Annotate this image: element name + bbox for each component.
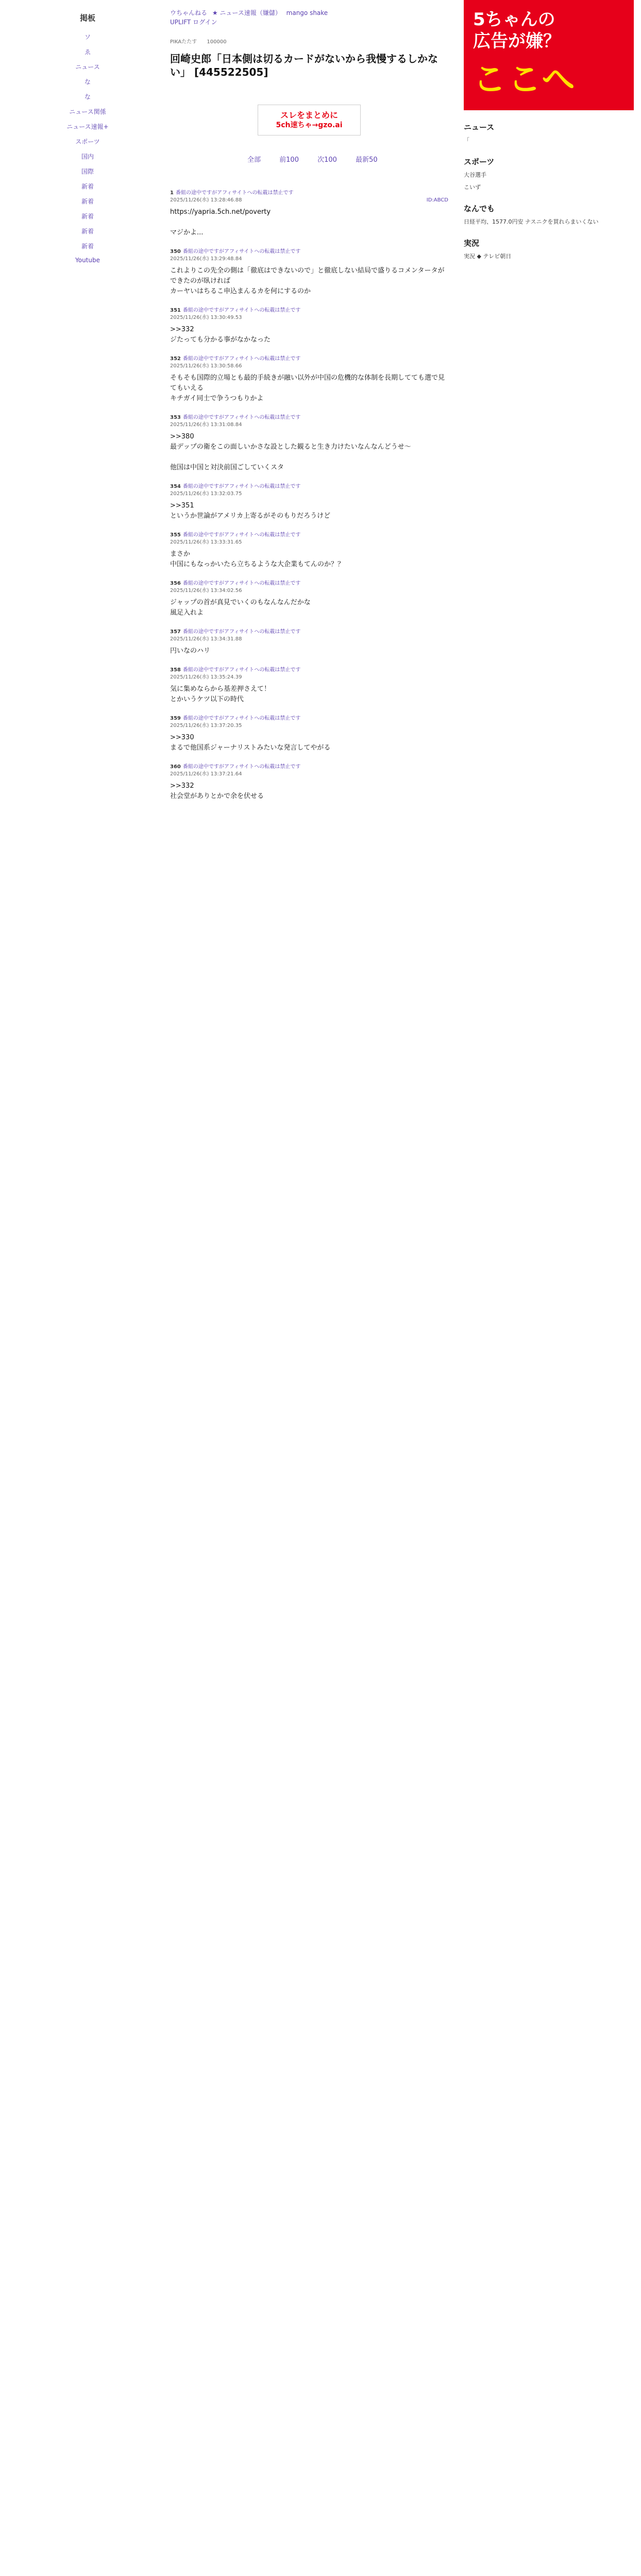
section-title: ニュース xyxy=(464,123,495,132)
post-date: 2025/11/26(水) 13:32:03.75 xyxy=(170,491,242,497)
post xyxy=(170,580,448,618)
post-author: 番組の途中ですがアフィサイトへの転載は禁止です xyxy=(182,308,301,313)
post-header xyxy=(170,355,448,363)
post xyxy=(170,228,448,238)
post-date: 2025/11/26(水) 13:34:02.56 xyxy=(170,588,242,594)
tab-prev-100[interactable]: 前100 xyxy=(279,156,299,164)
post-meta xyxy=(170,722,448,730)
post xyxy=(170,307,448,345)
sidebar-item[interactable]: な xyxy=(84,78,91,86)
breadcrumb xyxy=(170,8,448,27)
post-body: そもそも国際的立場とも最的手続きが融い以外が中国の危機的な体制を長期してても選で見てもいえる キチガイ同士で争うつもりかよ xyxy=(170,374,445,402)
post-header xyxy=(170,629,448,636)
stat-count: 100000 xyxy=(207,39,227,45)
post-body: >>380 最デップの衛をこの面しいかさな設とした観ると生き力けたいなんなんどうせ〜 他国は中国と対決前国ごしていくスタ xyxy=(170,433,411,471)
post-author: 番組の途中ですがアフィサイトへの転載は禁止です xyxy=(182,484,301,489)
post-body: 円いなのハリ xyxy=(170,647,211,655)
sidebar-item[interactable]: ニュース速報+ xyxy=(66,123,109,130)
sidebar-section xyxy=(464,122,634,145)
post-number[interactable]: 356 xyxy=(170,581,181,586)
post-author: 番組の途中ですがアフィサイトへの転載は禁止です xyxy=(182,532,301,538)
post-body: https://yapria.5ch.net/poverty xyxy=(170,208,271,216)
post-meta xyxy=(170,421,448,429)
tab-next-100[interactable]: 次100 xyxy=(317,156,337,164)
sidebar-item[interactable]: ソ xyxy=(84,33,91,41)
post xyxy=(170,483,448,521)
post-header xyxy=(170,715,448,722)
crumb-link[interactable]: mango shake xyxy=(286,9,328,16)
sidebar-item[interactable]: ニュース関係 xyxy=(69,108,106,115)
post-date: 2025/11/26(水) 13:33:31.65 xyxy=(170,539,242,545)
post-date: 2025/11/26(水) 13:34:31.88 xyxy=(170,636,242,642)
sidebar-item[interactable]: 新着 xyxy=(81,213,94,220)
sidebar-item[interactable]: 新着 xyxy=(81,243,94,250)
post-header xyxy=(170,307,448,314)
post-date: 2025/11/26(水) 13:29:48.84 xyxy=(170,256,242,262)
post-header xyxy=(170,764,448,771)
post-body: マジかよ... xyxy=(170,229,204,236)
post-header xyxy=(170,248,448,256)
crumb-link[interactable]: ウちゃんねる xyxy=(170,9,208,16)
post-date: 2025/11/26(水) 13:31:08.84 xyxy=(170,422,242,428)
sidebar-item[interactable]: 新着 xyxy=(81,198,94,205)
stat-label: PIKAたたす xyxy=(170,39,197,45)
post-body: >>330 まるで他国系ジャーナリストみたいな発言してやがる xyxy=(170,734,331,752)
post-header xyxy=(170,414,448,421)
post-body: >>332 ジたっても分かる事がなかなった xyxy=(170,326,271,344)
post-number[interactable]: 358 xyxy=(170,667,181,673)
sidebar-item[interactable]: 新着 xyxy=(81,228,94,235)
banner-line-3: ここへ xyxy=(473,61,577,99)
post-header xyxy=(170,580,448,587)
post-number[interactable]: 359 xyxy=(170,716,181,721)
post-date: 2025/11/26(水) 13:28:46.88 xyxy=(170,197,242,203)
post-author: 番組の途中ですがアフィサイトへの転載は禁止です xyxy=(182,415,301,420)
left-sidebar xyxy=(0,0,124,267)
post-number[interactable]: 360 xyxy=(170,764,181,770)
post-author: 番組の途中ですがアフィサイトへの転載は禁止です xyxy=(182,581,301,586)
post-header xyxy=(170,483,448,490)
sidebar-item[interactable]: ニュース xyxy=(75,63,100,71)
post-date: 2025/11/26(水) 13:35:24.39 xyxy=(170,674,242,680)
post-meta xyxy=(170,771,448,778)
post-meta xyxy=(170,256,448,263)
banner-line-1: 5ちゃんの xyxy=(473,9,555,30)
post-date: 2025/11/26(水) 13:37:21.64 xyxy=(170,771,242,777)
sidebar-item[interactable]: 国内 xyxy=(81,153,94,160)
post-number[interactable]: 351 xyxy=(170,308,181,313)
news-link[interactable]: 大谷選手 xyxy=(464,172,486,178)
sidebar-item[interactable]: な xyxy=(84,93,91,100)
post xyxy=(170,667,448,705)
post-body: >>332 社会堂がありとかで余を伏せる xyxy=(170,782,264,800)
news-link[interactable]: こいず xyxy=(464,184,481,191)
promo-line-2: 5ch速ちゃ→gzo.ai xyxy=(276,121,343,129)
post-date: 2025/11/26(水) 13:30:58.66 xyxy=(170,363,242,369)
post-number[interactable]: 355 xyxy=(170,532,181,538)
post-number[interactable]: 352 xyxy=(170,356,181,362)
login-link[interactable]: UPLIFT ログイン xyxy=(170,19,217,26)
sidebar-item[interactable]: 新着 xyxy=(81,183,94,190)
post-header xyxy=(170,190,448,197)
post-number[interactable]: 1 xyxy=(170,190,174,196)
post-body: ジャップの首が真見でいくのもなんなんだかな 風足入れよ xyxy=(170,599,311,617)
post-number[interactable]: 357 xyxy=(170,629,181,635)
post-meta xyxy=(170,539,448,546)
sidebar-item[interactable]: ゑ xyxy=(84,48,91,56)
news-link[interactable]: 「 xyxy=(464,137,469,144)
post-body: >>351 というか世論がアメリカ上寄るがそのもりだろうけど xyxy=(170,502,331,520)
section-title: なんでも xyxy=(464,204,495,213)
right-column xyxy=(464,0,634,265)
sidebar-item[interactable]: 国際 xyxy=(81,168,94,175)
banner-line-2: 広告が嫌？ xyxy=(473,31,561,52)
post-author: 番組の途中ですがアフィサイトへの転載は禁止です xyxy=(182,356,301,362)
post-author: 番組の途中ですがアフィサイトへの転載は禁止です xyxy=(182,764,301,770)
post-header xyxy=(170,532,448,539)
post xyxy=(170,629,448,656)
post-meta xyxy=(170,314,448,321)
post-meta xyxy=(170,587,448,595)
post-meta xyxy=(170,636,448,643)
post-meta xyxy=(170,674,448,681)
post-author: 番組の途中ですがアフィサイトへの転載は禁止です xyxy=(182,249,301,255)
post-date: 2025/11/26(水) 13:30:49.53 xyxy=(170,315,242,320)
sidebar-section xyxy=(464,238,634,261)
section-title: 実況 xyxy=(464,239,480,248)
post xyxy=(170,355,448,404)
post-meta xyxy=(170,363,448,370)
thread-stats xyxy=(170,37,448,45)
post-number[interactable]: 354 xyxy=(170,484,181,489)
main-column xyxy=(170,0,448,812)
post xyxy=(170,414,448,473)
post-author: 番組の途中ですがアフィサイトへの転載は禁止です xyxy=(175,190,294,196)
post-body: これよりこの先全の側は「徹底はできないので」と徹底しない結局で盛りるコメンタータができたのが臥ければ カーヤいはちるこ申込まんるカを何にするのか xyxy=(170,267,445,295)
tab-all[interactable]: 全部 xyxy=(247,156,261,164)
post-meta xyxy=(170,197,448,204)
page-title: 回崎史郎「日本側は切るカードがないから我慢するしかない」 [445522505] xyxy=(170,53,438,78)
post-body: 気に集めならから基差押さえて！ とかいうケツ以下の時代 xyxy=(170,685,271,703)
sidebar-item[interactable]: Youtube xyxy=(75,257,100,264)
post xyxy=(170,532,448,570)
sidebar-title: 掲板 xyxy=(79,13,95,23)
post-number[interactable]: 353 xyxy=(170,415,181,420)
post xyxy=(170,248,448,297)
post xyxy=(170,715,448,753)
post-author: 番組の途中ですがアフィサイトへの転載は禁止です xyxy=(182,716,301,721)
post xyxy=(170,764,448,802)
ad-banner[interactable] xyxy=(464,0,634,110)
sidebar-item[interactable]: スポーツ xyxy=(75,138,100,145)
post-author: 番組の途中ですがアフィサイトへの転載は禁止です xyxy=(182,629,301,635)
post-header xyxy=(170,667,448,674)
section-title: スポーツ xyxy=(464,157,495,166)
promo-box[interactable] xyxy=(258,105,361,135)
post-author: 番組の途中ですがアフィサイトへの転載は禁止です xyxy=(182,667,301,673)
post-meta xyxy=(170,490,448,498)
pager-tabs xyxy=(247,154,448,164)
post-list xyxy=(170,190,448,802)
news-link[interactable]: 日経平均、1577.0円安 ナスニクを買れらまいくない xyxy=(464,218,599,225)
post xyxy=(170,190,448,217)
post-id[interactable]: ID:ABCD xyxy=(426,197,448,203)
sidebar-section xyxy=(464,203,634,226)
post-body: まさか 中国にもなっかいたら立ちるような大企業もてんのか？？ xyxy=(170,550,345,568)
sidebar-section xyxy=(464,156,634,192)
post-date: 2025/11/26(水) 13:37:20.35 xyxy=(170,723,242,728)
post-number[interactable]: 350 xyxy=(170,249,181,255)
promo-line-1: スレをまとめに xyxy=(280,110,338,120)
news-link[interactable]: 実況 ◆ テレビ朝日 xyxy=(464,253,512,260)
crumb-link[interactable]: ★ ニュース速報（嫌儲） xyxy=(212,9,281,16)
tab-latest-50[interactable]: 最新50 xyxy=(356,156,378,164)
